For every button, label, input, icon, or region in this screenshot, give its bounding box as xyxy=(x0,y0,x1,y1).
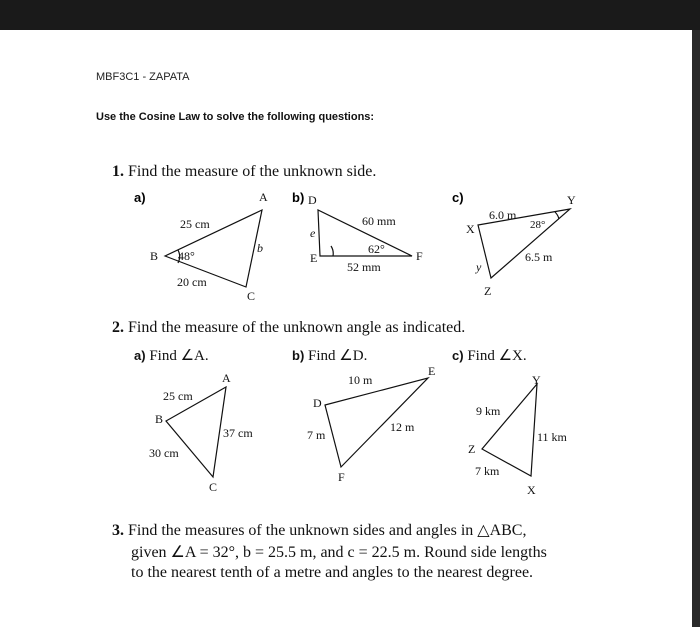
q2b-side-DF: 7 m xyxy=(307,428,326,442)
q2a-label: a) xyxy=(134,348,146,363)
q2b-vertex-D: D xyxy=(313,396,322,410)
q2a-side-AB: 25 cm xyxy=(163,389,193,403)
q2a-vertex-B: B xyxy=(155,412,164,426)
q2a-prompt-row xyxy=(134,346,209,365)
q1b-vertex-F: F xyxy=(416,249,423,263)
course-header: MBF3C1 - ZAPATA xyxy=(96,71,190,83)
q2a-vertex-A: A xyxy=(222,371,231,385)
q1c-angle-arc xyxy=(555,212,559,219)
q1a-side-AB: 25 cm xyxy=(180,217,210,231)
q1b-angle-arc xyxy=(331,246,333,256)
q1b-side-e: e xyxy=(310,226,316,240)
worksheet-page xyxy=(0,30,692,627)
q2b-side-EF: 12 m xyxy=(390,420,415,434)
q2a-prompt: Find ∠A. xyxy=(149,348,209,364)
q2-text: Find the measure of the unknown angle as indicated. xyxy=(128,319,466,336)
q2c-side-XY: 11 km xyxy=(537,430,567,444)
q2c-prompt-row xyxy=(452,346,527,365)
q1c-side-y: y xyxy=(476,260,482,274)
q1-text: Find the measure of the unknown side. xyxy=(128,163,377,180)
q1c-vertex-Z: Z xyxy=(484,284,492,298)
q1c-side-XY: 6.0 m xyxy=(489,208,517,222)
q2b-prompt-row xyxy=(292,346,367,365)
q2c-prompt: Find ∠X. xyxy=(467,348,527,364)
q2a-side-AC: 37 cm xyxy=(223,426,253,440)
q3-line2: given ∠A = 32°, b = 25.5 m, and c = 22.5 m. Round side lengths xyxy=(131,544,547,561)
q2c-side-XZ: 7 km xyxy=(475,464,500,478)
q2a-vertex-C: C xyxy=(209,480,218,494)
q2b-prompt: Find ∠D. xyxy=(308,348,368,364)
q1a-vertex-B: B xyxy=(150,249,159,263)
q1c-side-YZ: 6.5 m xyxy=(525,250,553,264)
q2-number: 2. xyxy=(112,319,124,336)
q2c-vertex-Y: Y xyxy=(532,373,541,387)
q1a-angle-B: 48° xyxy=(178,249,195,263)
q1-number: 1. xyxy=(112,163,124,180)
q3-text-1: Find the measures of the unknown sides and angles in △ABC, xyxy=(128,522,527,539)
q2c-side-YZ: 9 km xyxy=(476,404,501,418)
q1a-label: a) xyxy=(134,190,146,205)
q1b-vertex-E: E xyxy=(310,251,318,265)
q1a-side-b: b xyxy=(257,241,263,255)
q2b-vertex-E: E xyxy=(428,364,436,378)
q1c-angle-Y: 28° xyxy=(530,219,546,231)
q2b-vertex-F: F xyxy=(338,470,345,484)
q1a-side-BC: 20 cm xyxy=(177,275,207,289)
dark-edge xyxy=(692,30,700,627)
q1b-side-DF: 60 mm xyxy=(362,214,396,228)
q3-line3: to the nearest tenth of a metre and angles to the nearest degree. xyxy=(131,564,534,581)
q1a-vertex-A: A xyxy=(259,190,268,204)
q2-title xyxy=(112,319,465,337)
q1c-vertex-X: X xyxy=(466,222,475,236)
q2a-side-BC: 30 cm xyxy=(149,446,179,460)
q1b-side-EF: 52 mm xyxy=(347,260,381,274)
q2c-triangle xyxy=(482,384,537,476)
instructions: Use the Cosine Law to solve the following questions: xyxy=(96,111,375,123)
q2b-label: b) xyxy=(292,348,305,363)
q3-number: 3. xyxy=(112,522,124,539)
q2c-label: c) xyxy=(452,348,464,363)
q1c-label: c) xyxy=(452,190,464,205)
q1b-angle-E: 62° xyxy=(368,242,385,256)
q1a-vertex-C: C xyxy=(247,289,256,303)
q1c-vertex-Y: Y xyxy=(567,193,576,207)
q2c-vertex-Z: Z xyxy=(468,442,476,456)
q2b-side-DE: 10 m xyxy=(348,373,373,387)
q1b-label: b) xyxy=(292,190,305,205)
q2c-vertex-X: X xyxy=(527,483,536,497)
q3-line1 xyxy=(112,520,526,540)
q1b-vertex-D: D xyxy=(308,193,317,207)
